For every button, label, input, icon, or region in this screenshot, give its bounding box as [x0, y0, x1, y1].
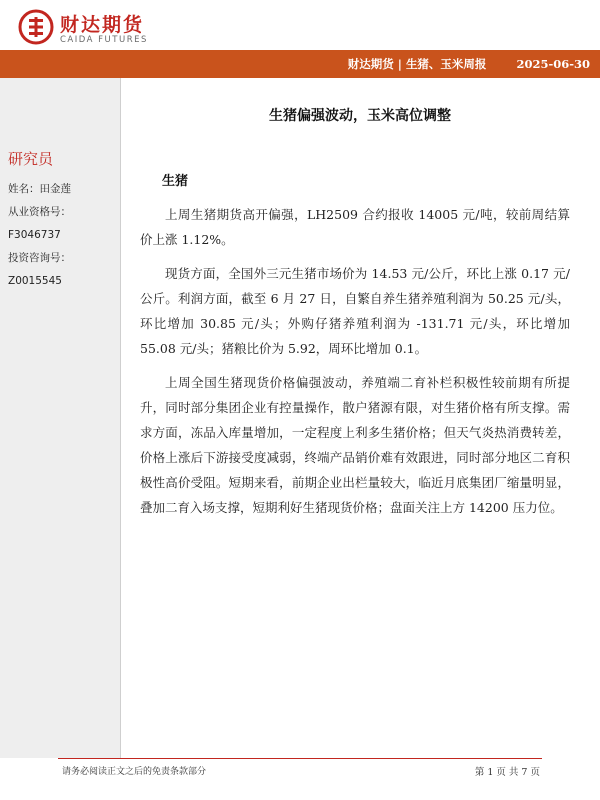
header-separator: |	[397, 57, 402, 71]
company-logo	[18, 9, 198, 49]
header-date: 2025-06-30	[516, 57, 590, 71]
paragraph-analysis: 上周全国生猪现货价格偏强波动，养殖端二育补栏积极性较前期有所提升，同时部分集团企业有控量操作，散户猪源有限，对生猪价格有所支撑。需求方面，冻品入库量增加，一定程度上利多生猪价格；但天气炎热消费转差，价格上涨后下游接受度减弱，终端产品销价难有效跟进，同时部分地区二育积极性高价受阻。短期来看，前期企业出栏量较大，临近月底集团厂缩量明显，叠加二育入场支撑，短期利好生猪现货价格；盘面关注上方 14200 压力位。	[140, 375, 570, 515]
consult-number: Z0015545	[8, 275, 62, 287]
qualification-number: F3046737	[8, 229, 61, 241]
header-report-name: 生猪、玉米周报	[405, 57, 487, 71]
logo-name-en: CAIDA FUTURES	[60, 35, 148, 45]
consult-label: 投资咨询号：	[8, 252, 71, 264]
analyst-heading: 研究员	[8, 150, 54, 168]
header-text	[348, 50, 590, 78]
analyst-name: 姓名：田金莲	[8, 183, 71, 195]
analyst-info	[8, 148, 120, 293]
report-body	[140, 170, 570, 529]
qualification-label: 从业资格号：	[8, 206, 71, 218]
sidebar-divider	[120, 78, 121, 758]
page-number: 第 1 页 共 7 页	[474, 767, 540, 778]
logo-name-cn: 财达期货	[60, 14, 145, 36]
header-company: 财达期货	[347, 57, 394, 71]
report-title: 生猪偏强波动，玉米高位调整	[269, 108, 451, 124]
footer-disclaimer: 请务必阅读正文之后的免责条款部分	[62, 767, 207, 777]
footer-divider	[58, 758, 542, 759]
paragraph-spot-profit: 现货方面，全国外三元生猪市场价为 14.53 元/公斤，环比上涨 0.17 元/公斤。利润方面，截至 6 月 27 日，自繁自养生猪养殖利润为 50.25 元/头，环比增加 30.85 元/头；外购仔猪养殖利润为 -131.71 元/头，环比增加 55.08 元/头；猪粮比价为 5.92，周环比增加 0.1。	[140, 266, 570, 356]
report-header-bar	[0, 50, 600, 78]
paragraph-futures: 上周生猪期货高开偏强，LH2509 合约报收 14005 元/吨，较前周结算价上涨 1.12%。	[140, 207, 570, 247]
caida-logo-icon	[18, 9, 54, 45]
section-heading: 生猪	[162, 174, 189, 189]
